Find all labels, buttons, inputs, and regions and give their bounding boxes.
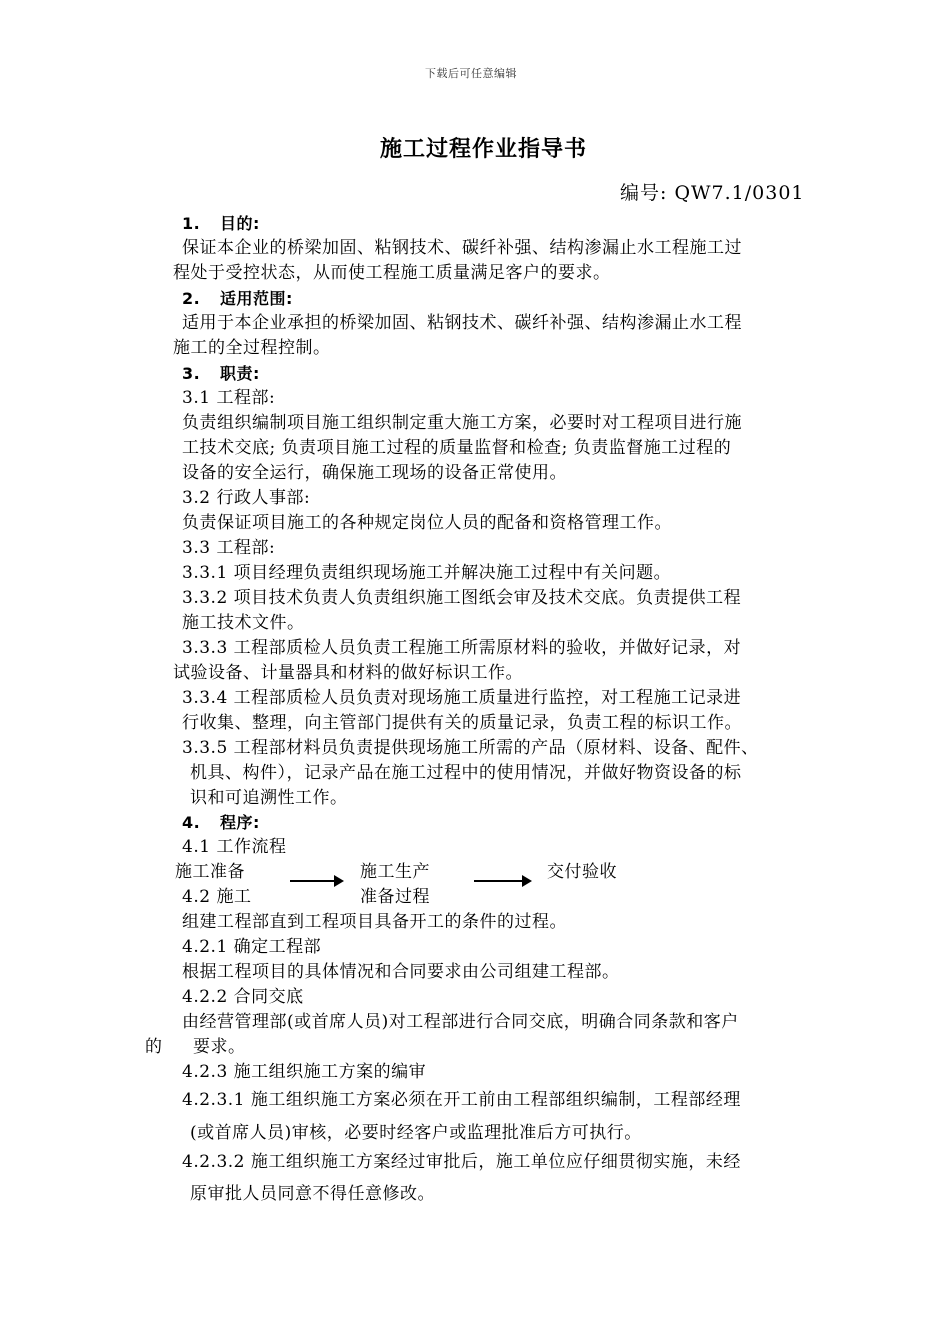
- subsection-heading: 4.2 施工: [182, 887, 252, 907]
- paragraph-line: 4.2.3.2 施工组织施工方案经过审批后，施工单位应仔细贯彻实施，未经: [182, 1152, 741, 1172]
- paragraph-line: 试验设备、计量器具和材料的做好标识工作。: [173, 663, 523, 683]
- flow-arrow: [290, 880, 342, 882]
- header-note: 下载后可任意编辑: [425, 67, 517, 80]
- section-1-heading: [182, 214, 260, 234]
- paragraph-line: 识和可追溯性工作。: [190, 788, 348, 808]
- section-4-heading: [182, 813, 260, 833]
- section-title: 职责:: [220, 364, 260, 383]
- paragraph-line: 保证本企业的桥梁加固、粘钢技术、碳纤补强、结构渗漏止水工程施工过: [182, 238, 742, 258]
- paragraph-line: 4.2.3.1 施工组织施工方案必须在开工前由工程部组织编制，工程部经理: [182, 1090, 741, 1110]
- section-title: 程序:: [220, 813, 260, 832]
- paragraph-line: 负责保证项目施工的各种规定岗位人员的配备和资格管理工作。: [182, 513, 672, 533]
- paragraph-line: 施工的全过程控制。: [173, 338, 331, 358]
- paragraph-line: 要求。: [193, 1037, 246, 1057]
- subsection-heading: 4.2.3 施工组织施工方案的编审: [182, 1062, 427, 1082]
- paragraph-line: 行收集、整理，向主管部门提供有关的质量记录，负责工程的标识工作。: [182, 713, 742, 733]
- paragraph-line: 适用于本企业承担的桥梁加固、粘钢技术、碳纤补强、结构渗漏止水工程: [182, 313, 742, 333]
- subsection-heading: 4.2.1 确定工程部: [182, 937, 322, 957]
- paragraph-line: 3.3.4 工程部质检人员负责对现场施工质量进行监控，对工程施工记录进: [182, 688, 742, 708]
- flow-arrow: [474, 880, 530, 882]
- section-number: 2.: [182, 289, 201, 308]
- section-2-heading: [182, 289, 293, 309]
- paragraph-line: 设备的安全运行，确保施工现场的设备正常使用。: [182, 463, 567, 483]
- page-title: 施工过程作业指导书: [380, 137, 588, 162]
- paragraph-line: 程处于受控状态，从而使工程施工质量满足客户的要求。: [173, 263, 611, 283]
- section-number: 3.: [182, 364, 201, 383]
- subsection-heading: 3.1 工程部:: [182, 388, 276, 408]
- flow-step-production-line2: 准备过程: [360, 887, 430, 907]
- paragraph-line: 施工技术文件。: [182, 613, 305, 633]
- paragraph-line: 由经营管理部(或首席人员)对工程部进行合同交底，明确合同条款和客户: [182, 1012, 739, 1032]
- paragraph-line: 3.3.3 工程部质检人员负责工程施工所需原材料的验收，并做好记录，对: [182, 638, 742, 658]
- paragraph-line: 机具、构件），记录产品在施工过程中的使用情况，并做好物资设备的标: [190, 763, 742, 783]
- paragraph-line: 原审批人员同意不得任意修改。: [190, 1184, 435, 1204]
- section-number: 4.: [182, 813, 201, 832]
- flow-step-prepare: 施工准备: [175, 862, 245, 882]
- paragraph-line: 3.3.1 项目经理负责组织现场施工并解决施工过程中有关问题。: [182, 563, 672, 583]
- section-number: 1.: [182, 214, 201, 233]
- section-title: 目的:: [220, 214, 260, 233]
- subsection-heading: 3.2 行政人事部:: [182, 488, 311, 508]
- subsection-heading: 3.3 工程部:: [182, 538, 276, 558]
- flow-step-delivery: 交付验收: [547, 862, 617, 882]
- flow-step-production: 施工生产: [360, 862, 430, 882]
- section-title: 适用范围:: [220, 289, 293, 308]
- paragraph-line: 3.3.5 工程部材料员负责提供现场施工所需的产品（原材料、设备、配件、: [182, 738, 759, 758]
- paragraph-line: (或首席人员)审核，必要时经客户或监理批准后方可执行。: [190, 1123, 642, 1143]
- paragraph-line: 负责组织编制项目施工组织制定重大施工方案，必要时对工程项目进行施: [182, 413, 742, 433]
- subsection-heading: 4.1 工作流程: [182, 837, 287, 857]
- document-number: 编号: QW7.1/0301: [620, 182, 805, 204]
- paragraph-line: 的: [145, 1037, 163, 1057]
- paragraph-line: 组建工程部直到工程项目具备开工的条件的过程。: [182, 912, 567, 932]
- section-3-heading: [182, 364, 260, 384]
- paragraph-line: 3.3.2 项目技术负责人负责组织施工图纸会审及技术交底。负责提供工程: [182, 588, 742, 608]
- paragraph-line: 工技术交底; 负责项目施工过程的质量监督和检查; 负责监督施工过程的: [182, 438, 732, 458]
- subsection-heading: 4.2.2 合同交底: [182, 987, 304, 1007]
- paragraph-line: 根据工程项目的具体情况和合同要求由公司组建工程部。: [182, 962, 620, 982]
